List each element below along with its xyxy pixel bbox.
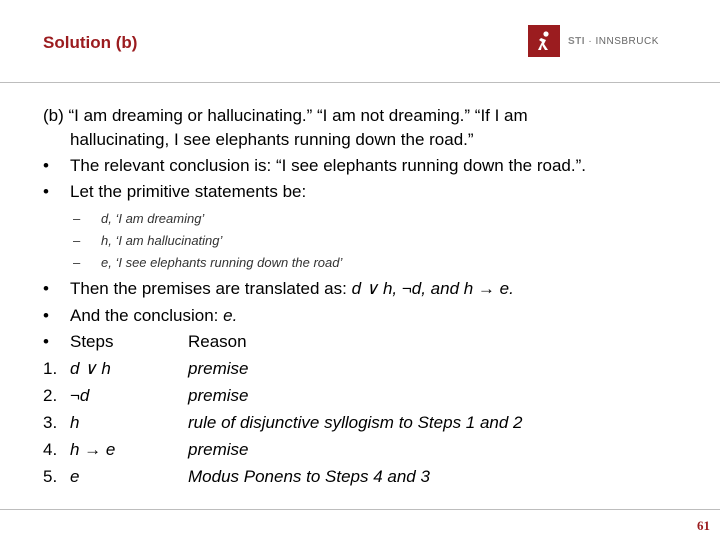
logo-place: INNSBRUCK [595,35,659,47]
bullet-text: The relevant conclusion is: “I see elephants running down the road.”. [70,156,586,175]
bullet-marker: • [43,306,49,325]
slide-title: Solution (b) [43,33,138,52]
step-reason: premise [188,440,249,459]
intro-line-2: hallucinating, I see elephants running down the road.” [70,130,474,149]
conclusion-formula: e. [223,306,238,325]
footer-divider [0,509,720,510]
sub-bullet-marker: – [73,233,81,248]
sub-bullet-text: e, ‘I see elephants running down the road’ [101,255,343,270]
bullet-text: Then the premises are translated as: [70,279,352,298]
header-divider [0,82,720,83]
step-reason: premise [188,359,249,378]
logo-brand: STI [568,35,586,47]
bullet-text: And the conclusion: [70,306,224,325]
bullet-marker: • [43,182,49,201]
step-reason: Modus Ponens to Steps 4 and 3 [188,467,430,486]
logo-separator: · [588,35,593,47]
step-number: 1. [43,359,58,378]
step-number: 3. [43,413,58,432]
step-formula: h → e [70,440,116,459]
page-number: 61 [697,518,710,533]
step-number: 4. [43,440,58,459]
step-formula: e [70,467,80,486]
step-number: 5. [43,467,58,486]
step-number: 2. [43,386,58,405]
bullet-marker: • [43,156,49,175]
intro-line-1: (b) “I am dreaming or hallucinating.” “I am not dreaming.” “If I am [43,106,528,125]
step-formula: ¬d [70,386,90,405]
step-reason: rule of disjunctive syllogism to Steps 1 and 2 [188,413,523,432]
steps-header-reason: Reason [188,332,247,351]
step-reason: premise [188,386,249,405]
bullet-marker: • [43,279,49,298]
logo-wordmark [568,36,659,47]
bullet-marker: • [43,332,49,351]
sub-bullet-marker: – [73,211,81,226]
sub-bullet-marker: – [73,255,81,270]
sti-innsbruck-logo [528,25,659,57]
step-formula: d ∨ h [70,359,111,378]
sub-bullet-text: d, ‘I am dreaming’ [101,211,205,226]
bullet-text: Let the primitive statements be: [70,182,307,201]
sub-bullet-text: h, ‘I am hallucinating’ [101,233,223,248]
step-formula: h [70,413,80,432]
steps-header-step: Steps [70,332,114,351]
premises-formula: d ∨ h, ¬d, and h → e. [351,279,514,298]
sti-figure-icon [528,25,560,57]
